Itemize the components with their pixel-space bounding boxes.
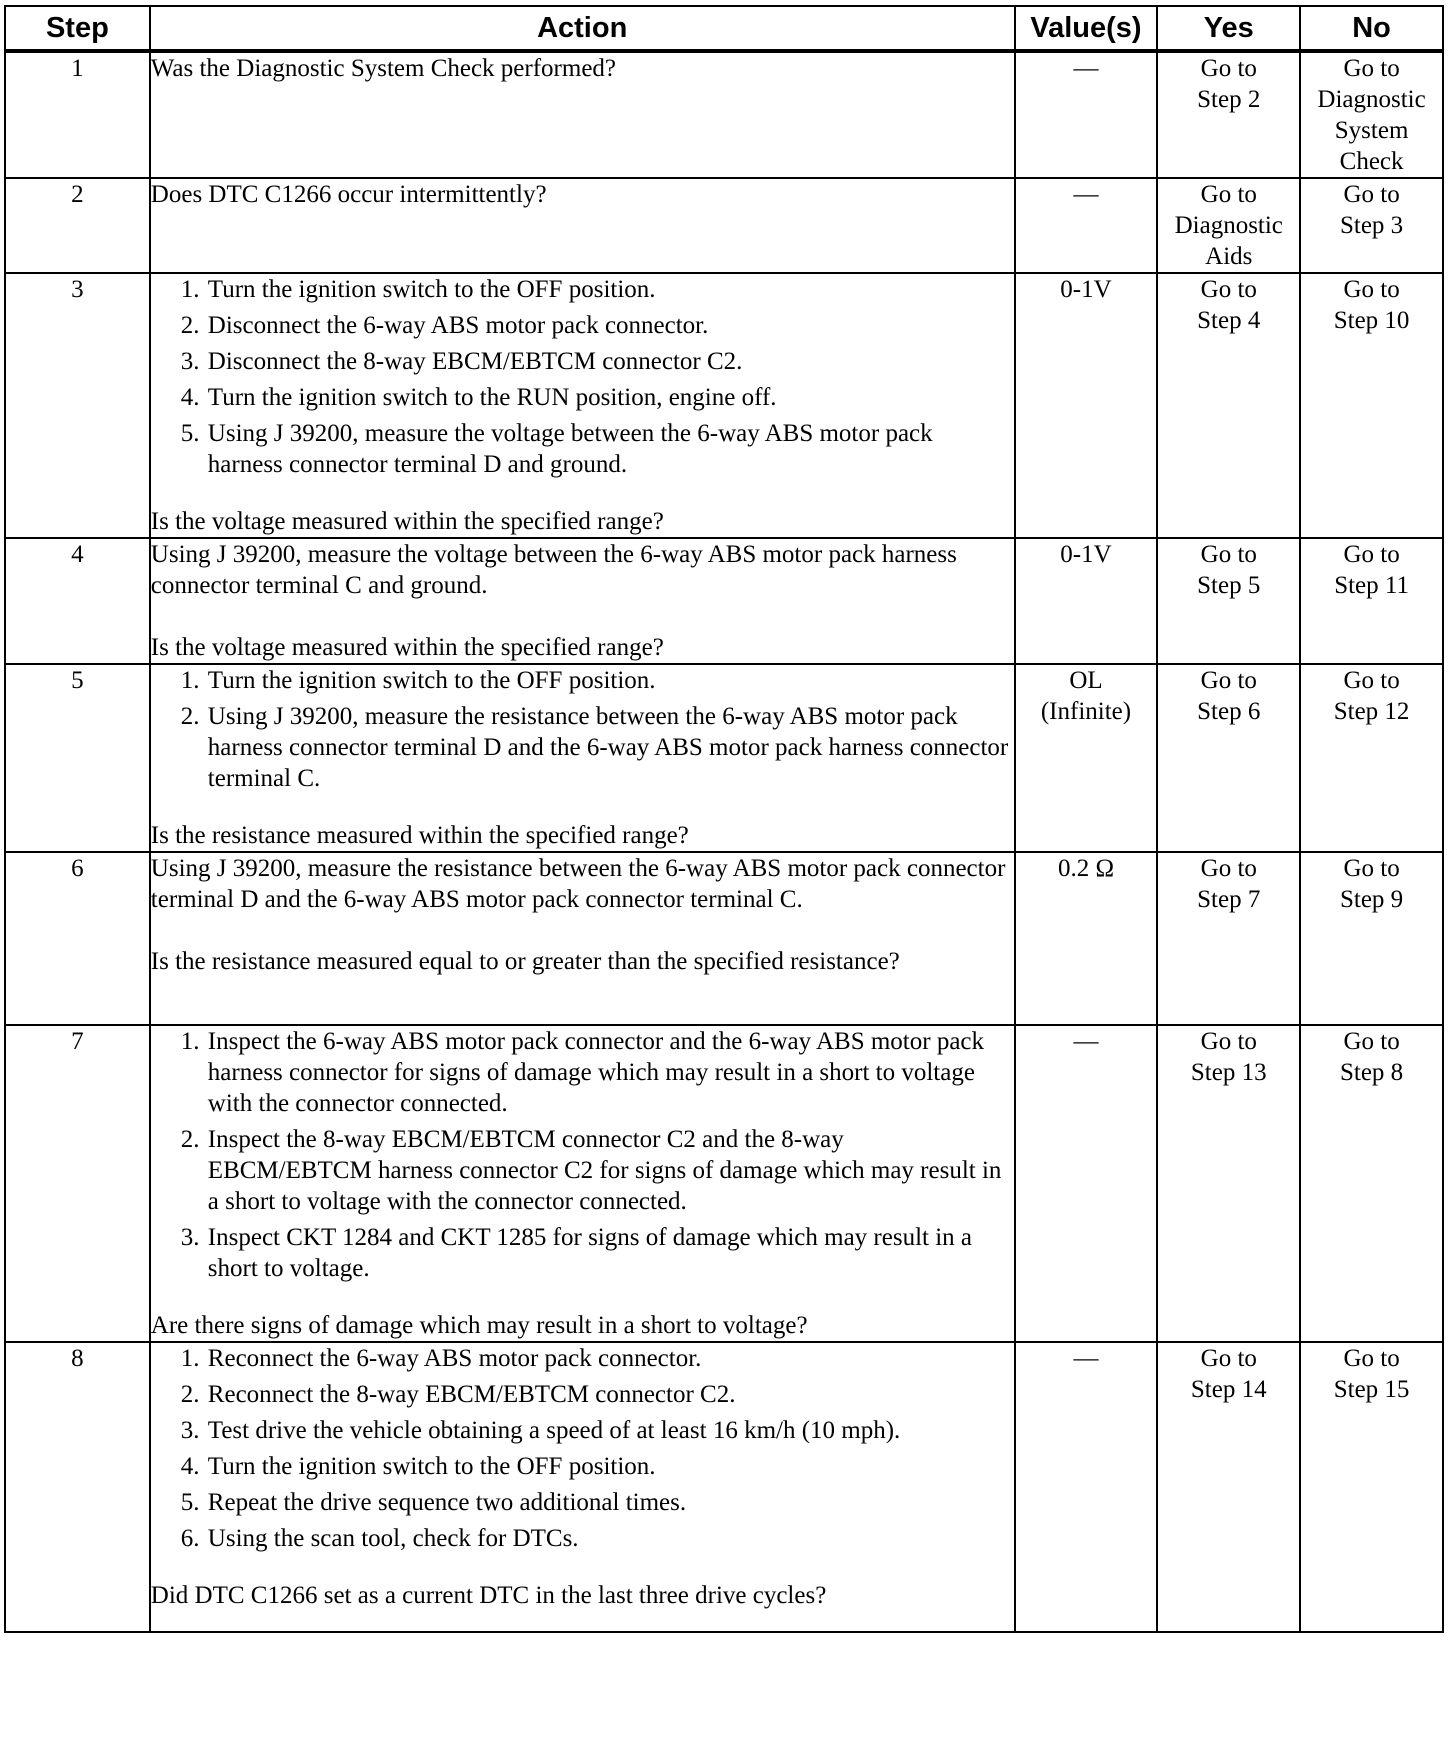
value-line: — [1073, 1028, 1099, 1055]
yes-cell [1157, 538, 1300, 664]
no-line: Go to [1343, 1028, 1400, 1055]
yes-line: Step 7 [1197, 886, 1261, 913]
action-question: Is the resistance measured within the specified range? [150, 822, 689, 849]
no-line: Step 12 [1333, 698, 1410, 725]
action-step-item: 3. Disconnect the 8-way EBCM/EBTCM connector C2. [206, 346, 1014, 377]
yes-line: Step 2 [1197, 86, 1261, 113]
no-line: Step 8 [1339, 1059, 1404, 1086]
action-step-item: 1. Reconnect the 6-way ABS motor pack connector. [206, 1343, 1014, 1374]
action-cell [150, 852, 1015, 1025]
action-question: Are there signs of damage which may result in a short to voltage? [150, 1312, 808, 1339]
no-line: Step 3 [1339, 212, 1404, 239]
yes-line: Step 14 [1190, 1376, 1267, 1403]
action-step-item: 3. Test drive the vehicle obtaining a speed of at least 16 km/h (10 mph). [206, 1415, 1014, 1446]
action-text: Does DTC C1266 occur intermittently? [150, 181, 547, 208]
table-row [5, 1025, 1443, 1342]
value-line: 0-1V [1060, 276, 1112, 303]
action-cell [150, 273, 1015, 538]
no-line: Go to [1343, 541, 1400, 568]
no-line: Go to [1343, 55, 1400, 82]
action-step-item: 4. Turn the ignition switch to the RUN position, engine off. [206, 382, 1014, 413]
no-line: Go to [1343, 181, 1400, 208]
table-row [5, 1342, 1443, 1632]
yes-line: Go to [1200, 541, 1257, 568]
no-line: Diagnostic [1317, 86, 1426, 113]
step-number: 1 [5, 51, 150, 178]
no-line: Check [1339, 148, 1404, 175]
header-action: Action [150, 6, 1015, 51]
step-number: 5 [5, 664, 150, 852]
action-steps-list [151, 274, 1014, 480]
value-line: 0-1V [1060, 541, 1112, 568]
value-cell [1015, 178, 1158, 273]
action-step-item: 6. Using the scan tool, check for DTCs. [206, 1523, 1014, 1554]
yes-line: Step 5 [1197, 572, 1261, 599]
action-steps-list [151, 1026, 1014, 1284]
action-cell [150, 538, 1015, 664]
value-line: — [1073, 181, 1099, 208]
action-step-item: 2. Using J 39200, measure the resistance between the 6-way ABS motor pack harness connector terminal D and the 6-way ABS motor pack harness connector terminal C. [206, 701, 1014, 794]
header-no: No [1300, 6, 1443, 51]
no-cell [1300, 538, 1443, 664]
value-cell [1015, 51, 1158, 178]
yes-line: Go to [1200, 276, 1257, 303]
no-line: Go to [1343, 1345, 1400, 1372]
yes-line: Step 13 [1190, 1059, 1267, 1086]
yes-cell [1157, 273, 1300, 538]
header-yes: Yes [1157, 6, 1300, 51]
table-row [5, 51, 1443, 178]
value-cell [1015, 852, 1158, 1025]
yes-line: Go to [1200, 181, 1257, 208]
table-row [5, 538, 1443, 664]
header-row [5, 6, 1443, 51]
no-cell [1300, 664, 1443, 852]
value-cell [1015, 538, 1158, 664]
yes-line: Go to [1200, 1345, 1257, 1372]
no-line: Step 10 [1333, 307, 1410, 334]
action-question: Is the voltage measured within the specified range? [150, 508, 664, 535]
action-step-item: 5. Repeat the drive sequence two additional times. [206, 1487, 1014, 1518]
yes-cell [1157, 852, 1300, 1025]
yes-line: Step 4 [1197, 307, 1261, 334]
yes-line: Diagnostic [1174, 212, 1283, 239]
action-step-item: 2. Disconnect the 6-way ABS motor pack connector. [206, 310, 1014, 341]
table-row [5, 664, 1443, 852]
action-steps-list [151, 665, 1014, 794]
action-text: Was the Diagnostic System Check performed? [150, 55, 617, 82]
action-step-item: 4. Turn the ignition switch to the OFF position. [206, 1451, 1014, 1482]
action-question: Is the voltage measured within the specified range? [150, 634, 664, 661]
no-line: Step 15 [1333, 1376, 1410, 1403]
no-line: Go to [1343, 667, 1400, 694]
action-cell [150, 1342, 1015, 1632]
no-cell [1300, 51, 1443, 178]
action-text: Using J 39200, measure the resistance between the 6-way ABS motor pack connector terminal D and the 6-way ABS motor pack connector terminal C. [150, 855, 1006, 913]
yes-line: Go to [1200, 667, 1257, 694]
header-values: Value(s) [1015, 6, 1158, 51]
no-line: System [1334, 117, 1409, 144]
yes-cell [1157, 1025, 1300, 1342]
action-cell [150, 51, 1015, 178]
yes-line: Aids [1205, 243, 1253, 270]
action-text: Using J 39200, measure the voltage between the 6-way ABS motor pack harness connector terminal C and ground. [150, 541, 957, 599]
no-cell [1300, 1342, 1443, 1632]
action-step-item: 1. Inspect the 6-way ABS motor pack connector and the 6-way ABS motor pack harness connector for signs of damage which may result in a short to voltage with the connector connected. [206, 1026, 1014, 1119]
step-number: 4 [5, 538, 150, 664]
value-cell [1015, 1342, 1158, 1632]
table-row [5, 178, 1443, 273]
action-cell [150, 178, 1015, 273]
value-line: (Infinite) [1040, 698, 1132, 725]
diagnostic-table-sheet [4, 5, 1444, 1633]
step-number: 8 [5, 1342, 150, 1632]
action-step-item: 2. Reconnect the 8-way EBCM/EBTCM connector C2. [206, 1379, 1014, 1410]
no-line: Go to [1343, 276, 1400, 303]
value-line: — [1073, 55, 1099, 82]
yes-line: Go to [1200, 855, 1257, 882]
step-number: 2 [5, 178, 150, 273]
no-cell [1300, 273, 1443, 538]
no-cell [1300, 1025, 1443, 1342]
table-row [5, 273, 1443, 538]
header-step: Step [5, 6, 150, 51]
action-step-item: 3. Inspect CKT 1284 and CKT 1285 for signs of damage which may result in a short to voltage. [206, 1222, 1014, 1284]
no-line: Go to [1343, 855, 1400, 882]
no-cell [1300, 178, 1443, 273]
yes-cell [1157, 1342, 1300, 1632]
diagnostic-table [4, 5, 1444, 1633]
action-question: Did DTC C1266 set as a current DTC in the last three drive cycles? [150, 1582, 827, 1609]
yes-line: Go to [1200, 55, 1257, 82]
no-cell [1300, 852, 1443, 1025]
action-step-item: 1. Turn the ignition switch to the OFF position. [206, 665, 1014, 696]
step-number: 6 [5, 852, 150, 1025]
value-line: OL [1069, 667, 1103, 694]
yes-line: Step 6 [1197, 698, 1261, 725]
yes-line: Go to [1200, 1028, 1257, 1055]
action-question: Is the resistance measured equal to or greater than the specified resistance? [150, 948, 900, 975]
value-line: 0.2 Ω [1057, 855, 1115, 882]
action-step-item: 1. Turn the ignition switch to the OFF position. [206, 274, 1014, 305]
table-row [5, 852, 1443, 1025]
table-body [5, 51, 1443, 1632]
action-step-item: 5. Using J 39200, measure the voltage between the 6-way ABS motor pack harness connector terminal D and ground. [206, 418, 1014, 480]
value-cell [1015, 273, 1158, 538]
yes-cell [1157, 178, 1300, 273]
no-line: Step 11 [1334, 572, 1409, 599]
action-step-item: 2. Inspect the 8-way EBCM/EBTCM connector C2 and the 8-way EBCM/EBTCM harness connector C2 for signs of damage which may result in a short to voltage with the connector connected. [206, 1124, 1014, 1217]
action-cell [150, 1025, 1015, 1342]
value-cell [1015, 1025, 1158, 1342]
action-steps-list [151, 1343, 1014, 1554]
step-number: 7 [5, 1025, 150, 1342]
value-cell [1015, 664, 1158, 852]
step-number: 3 [5, 273, 150, 538]
no-line: Step 9 [1339, 886, 1404, 913]
yes-cell [1157, 51, 1300, 178]
action-cell [150, 664, 1015, 852]
value-line: — [1073, 1345, 1099, 1372]
yes-cell [1157, 664, 1300, 852]
